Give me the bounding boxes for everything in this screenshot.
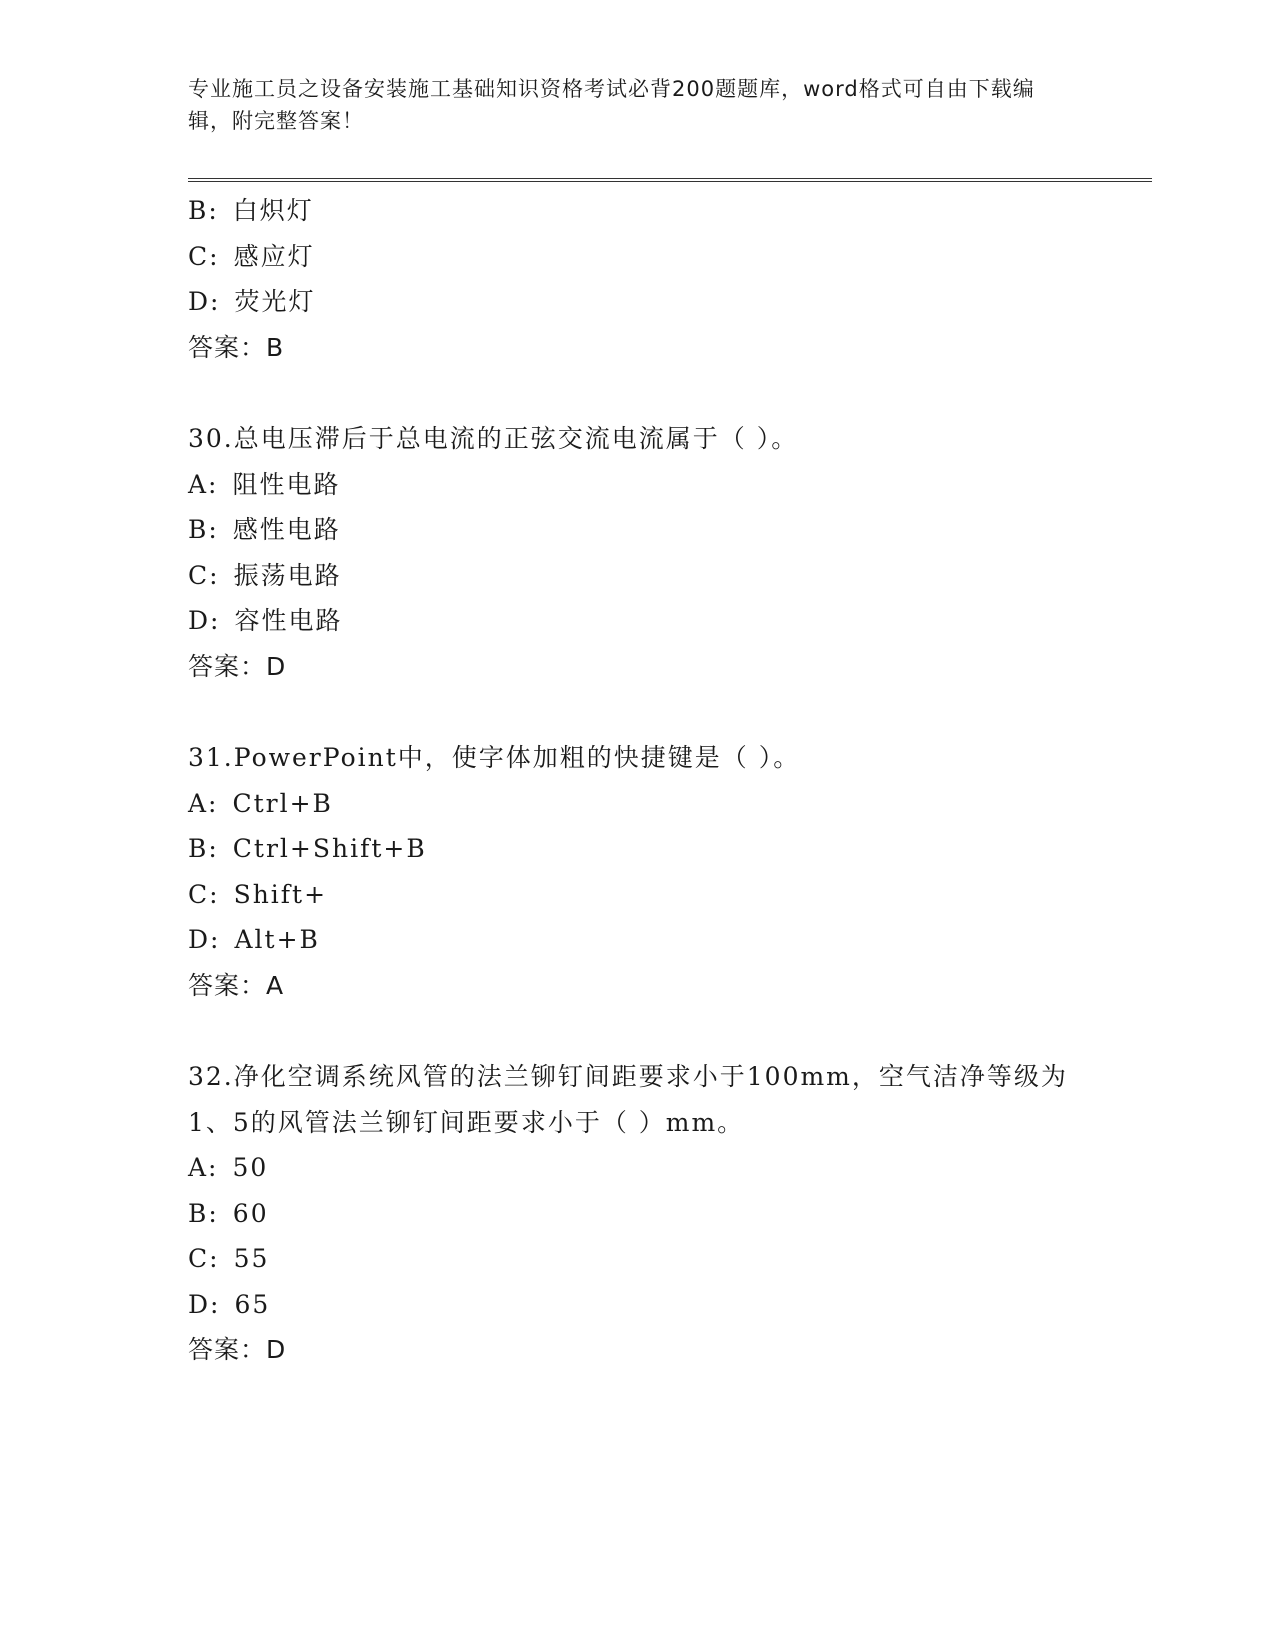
option-d (188, 279, 1128, 325)
option-letter: D: (188, 925, 221, 954)
option-d (188, 917, 1128, 963)
answer-line: 答案：D (188, 651, 287, 681)
option-a (188, 781, 1128, 827)
spacer (188, 370, 1128, 416)
option-letter: A: (188, 1153, 219, 1182)
question-stem: 32.净化空调系统风管的法兰铆钉间距要求小于100mm，空气洁净等级为1、5的风管法兰铆钉间距要求小于（ ）mm。 (188, 1062, 1068, 1137)
header-divider (188, 178, 1152, 182)
option-b (188, 1191, 1128, 1237)
answer-line: 答案：A (188, 970, 285, 1000)
option-letter: B: (188, 196, 219, 225)
option-a (188, 462, 1128, 508)
option-text: 50 (232, 1153, 269, 1182)
question-stem: 31.PowerPoint中，使字体加粗的快捷键是（ ）。 (188, 743, 801, 772)
option-text: 容性电路 (234, 606, 343, 635)
document-header: 专业施工员之设备安装施工基础知识资格考试必背200题题库，word格式可自由下载编辑，附完整答案！ (188, 77, 1035, 133)
option-letter: D: (188, 1289, 221, 1319)
option-d (188, 1282, 1128, 1328)
answer-line: 答案：D (188, 1335, 287, 1364)
option-letter: D: (188, 606, 221, 635)
option-text: 荧光灯 (234, 287, 316, 316)
option-a (188, 1145, 1128, 1191)
option-letter: B: (188, 834, 219, 863)
option-text: 振荡电路 (233, 560, 342, 590)
spacer (188, 689, 1128, 735)
option-letter: C: (188, 1244, 220, 1273)
option-text: Shift+ (233, 879, 328, 909)
option-letter: C: (188, 879, 220, 909)
option-b (188, 188, 1128, 234)
question-stem: 30.总电压滞后于总电流的正弦交流电流属于（ ）。 (188, 424, 799, 453)
option-text: 60 (232, 1198, 269, 1228)
option-letter: C: (188, 560, 220, 590)
spacer (188, 1008, 1128, 1054)
option-text: 阻性电路 (232, 469, 341, 499)
option-b (188, 507, 1128, 553)
option-text: Ctrl+B (232, 788, 333, 818)
option-text: 白炽灯 (232, 196, 314, 225)
option-text: 55 (233, 1244, 270, 1273)
option-d (188, 598, 1128, 644)
option-text: 感性电路 (232, 515, 341, 544)
option-letter: A: (188, 788, 219, 818)
option-c (188, 872, 1128, 918)
answer-line: 答案：B (188, 332, 285, 362)
option-letter: B: (188, 515, 219, 544)
option-text: 感应灯 (233, 241, 315, 271)
option-c (188, 1236, 1128, 1282)
option-text: Ctrl+Shift+B (232, 834, 427, 863)
option-text: Alt+B (234, 925, 320, 954)
option-letter: A: (188, 469, 219, 499)
option-letter: B: (188, 1198, 219, 1228)
option-c (188, 553, 1128, 599)
option-letter: D: (188, 287, 221, 316)
option-letter: C: (188, 241, 220, 271)
option-b (188, 826, 1128, 872)
option-text: 65 (234, 1289, 271, 1319)
option-c (188, 234, 1128, 280)
question-list (188, 188, 1128, 1373)
